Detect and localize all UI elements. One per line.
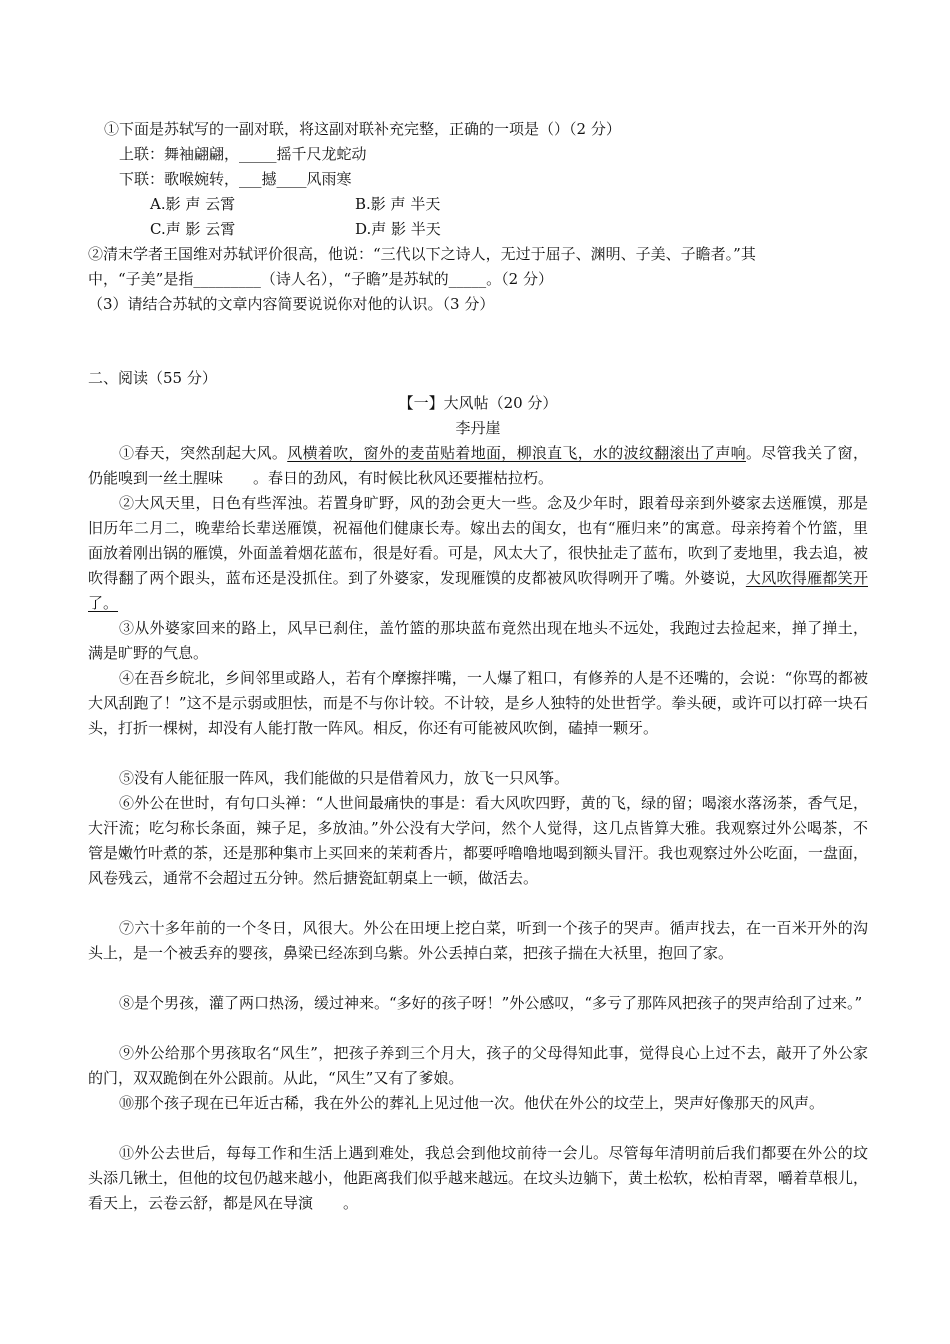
q1-prompt: ①下面是苏轼写的一副对联，将这副对联补充完整，正确的一项是（）（2 分） (104, 120, 621, 138)
q2-line1: ②清末学者王国维对苏轼评价很高，他说：“三代以下之诗人，无过于屈子、渊明、子美、子瞻者。”其 (88, 245, 756, 263)
paragraph-1-end: 。尽管我关了窗，仍能嗅到一丝土腥味 。春日的劲风，有时候比秋风还要摧枯拉朽。 (88, 444, 868, 487)
paragraph-7: ⑦六十多年前的一个冬日，风很大。外公在田埂上挖白菜，听到一个孩子的哭声。循声找去，在一百米开外的沟头上，是一个被丢弃的婴孩，鼻梁已经冻到乌紫。外公丢掉白菜，把孩子揣在大袄里，抱回了家。 (88, 919, 868, 962)
q1-upper-couplet: 上联：舞袖翩翩，_____摇千尺龙蛇动 (119, 145, 367, 163)
paragraph-2-text: ②大风天里，日色有些浑浊。若置身旷野，风的劲会更大一些。念及少年时，跟着母亲到外婆家去送雁馍，那是旧历年二月二，晚辈给长辈送雁馍，祝福他们健康长寿。嫁出去的闺女，也有“雁归来”的寓意。母亲挎着个竹篮，里面放着刚出锅的雁馍，外面盖着烟花蓝布，很是好看。可是，风太大了，很快扯走了蓝布，吹到了麦地里，我去追，被吹得翻了两个跟头，蓝布还是没抓住。到了外婆家，发现雁馍的皮都被风吹得咧开了嘴。外婆说， (88, 494, 869, 587)
q1-option-b: B.影 声 半天 (355, 195, 441, 213)
paragraph-9: ⑨外公给那个男孩取名“风生”，把孩子养到三个月大，孩子的父母得知此事，觉得良心上过不去，敲开了外公家的门，双双跪倒在外公跟前。从此，“风生”又有了爹娘。 (88, 1044, 868, 1087)
paragraph-10: ⑩那个孩子现在已年近古稀，我在外公的葬礼上见过他一次。他伏在外公的坟茔上，哭声好像那天的风声。 (119, 1094, 825, 1112)
q2-line2: 中，“子美”是指_________（诗人名），“子瞻”是苏轼的_____。（2 分） (88, 270, 553, 288)
section-heading: 二、阅读（55 分） (88, 369, 217, 387)
article-title: 【一】大风帖（20 分） (398, 394, 558, 412)
article-author: 李丹崖 (455, 419, 501, 437)
paragraph-3: ③从外婆家回来的路上，风早已刹住，盖竹篮的那块蓝布竟然出现在地头不远处，我跑过去捡起来，掸了掸土，满是旷野的气息。 (88, 619, 868, 662)
q1-option-c: C.声 影 云霄 (150, 220, 236, 238)
paragraph-1-underlined: 风横着吹，窗外的麦苗贴着地面，柳浪直飞，水的波纹翻滚出了声响 (287, 444, 746, 462)
q3-question: （3）请结合苏轼的文章内容简要说说你对他的认识。（3 分） (88, 295, 495, 313)
q1-lower-couplet: 下联：歌喉婉转，___撼____风雨寒 (119, 170, 352, 188)
q1-option-d: D.声 影 半天 (355, 220, 441, 238)
paragraph-5: ⑤没有人能征服一阵风，我们能做的只是借着风力，放飞一只风筝。 (119, 769, 570, 787)
paragraph-8: ⑧是个男孩，灌了两口热汤，缓过神来。“多好的孩子呀！”外公感叹，“多亏了那阵风把孩子的哭声给刮了过来。” (119, 994, 863, 1012)
paragraph-2 (88, 491, 868, 616)
q1-options-row1 (88, 192, 868, 217)
paragraph-4: ④在吾乡皖北，乡间邻里或路人，若有个摩擦拌嘴，一人爆了粗口，有修养的人是不还嘴的，会说：“你骂的都被大风刮跑了！”这不是示弱或胆怯，而是不与你计较。不计较，是乡人独特的处世哲学。拳头硬，或许可以打碎一块石头，打折一棵树，却没有人能打散一阵风。相反，你还有可能被风吹倒，磕掉一颗牙。 (88, 669, 868, 737)
q1-options-row2 (88, 217, 868, 242)
paragraph-6: ⑥外公在世时，有句口头禅：“人世间最痛快的事是：看大风吹四野，黄的飞，绿的留；喝滚水落汤茶，香气足，大汗流；吃匀称长条面，辣子足，多放油。”外公没有大学问，然个人觉得，这几点皆算大雅。我观察过外公喝茶，不管是嫩竹叶煮的茶，还是那种集市上买回来的茉莉香片，都要呼噜噜地喝到额头冒汗。我也观察过外公吃面，一盘面，风卷残云，通常不会超过五分钟。然后搪瓷缸朝桌上一顿，做活去。 (88, 794, 869, 887)
paragraph-1 (88, 441, 868, 491)
paragraph-1-start: ①春天，突然刮起大风。 (119, 444, 288, 462)
q1-option-a: A.影 声 云霄 (150, 195, 236, 213)
paragraph-2-underlined: 大风吹得雁都笑开了。 (88, 569, 868, 612)
paragraph-11: ⑪外公去世后，每每工作和生活上遇到难处，我总会到他坟前待一会儿。尽管每年清明前后我们都要在外公的坟头添几锹土，但他的坟包仍越来越小，他距离我们似乎越来越远。在坟头边躺下，黄土松软，松柏青翠，嚼着草根儿，看天上，云卷云舒，都是风在导演 。 (88, 1144, 869, 1212)
